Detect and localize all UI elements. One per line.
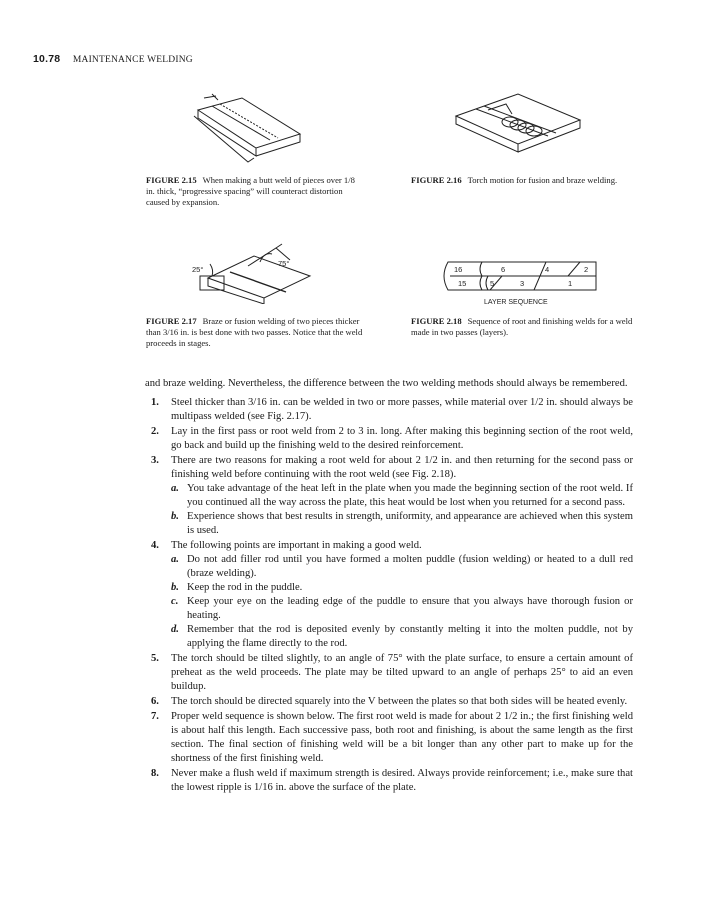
item-text: Never make a flush weld if maximum strength is desired. Always provide reinforcement; i.e., make sure that the lowest ripple is 1/16 in. above the surface of the plate. [171, 768, 633, 793]
body-text [145, 377, 633, 796]
figure-2-15-caption [146, 175, 364, 208]
item-number: 4. [151, 540, 159, 551]
sub-item [171, 482, 633, 510]
sub-item-letter: d. [171, 624, 179, 635]
sub-item-letter: a. [171, 554, 179, 565]
figure-2-16-caption [411, 175, 636, 186]
sub-item [171, 581, 633, 595]
item-number: 7. [151, 711, 159, 722]
layer-label: 16 [454, 265, 463, 274]
figure-2-17-illustration [190, 242, 330, 304]
item-number: 6. [151, 696, 159, 707]
item-number: 1. [151, 397, 159, 408]
page-number: 10.78 [33, 53, 61, 65]
sub-item-text: You take advantage of the heat left in the plate when you made the beginning section of the root weld. If you continued all the way across the plate, this heat would be lost when you returned for a second pass. [187, 483, 633, 508]
layer-label: 4 [545, 265, 550, 274]
sub-item-letter: b. [171, 511, 179, 522]
figure-number: FIGURE 2.15 [146, 175, 197, 185]
list-item [145, 652, 633, 694]
sub-item-text: Keep your eye on the leading edge of the puddle to ensure that you always have thorough fusion or heating. [187, 596, 633, 621]
sub-item [171, 553, 633, 581]
angle-label: 25° [192, 265, 204, 274]
sub-item-letter: b. [171, 582, 179, 593]
figure-number: FIGURE 2.16 [411, 175, 462, 185]
sub-item-text: Keep the rod in the puddle. [187, 582, 303, 593]
sub-item-letter: c. [171, 596, 179, 607]
item-number: 2. [151, 426, 159, 437]
sub-item-text: Experience shows that best results in strength, uniformity, and appearance are achieved when this system is used. [187, 511, 633, 536]
item-number: 8. [151, 768, 159, 779]
item-number: 3. [151, 455, 159, 466]
angle-label: 75° [278, 259, 290, 268]
intro-paragraph: and braze welding. Nevertheless, the difference between the two welding methods should always be remembered. [145, 378, 628, 389]
sub-item [171, 623, 633, 651]
figure-2-17-caption [146, 316, 364, 349]
layer-label: 15 [458, 279, 467, 288]
item-number: 5. [151, 653, 159, 664]
caption-text: Torch motion for fusion and braze welding. [467, 175, 618, 185]
list-item [145, 539, 633, 651]
figure-2-15-illustration [190, 92, 310, 172]
figure-2-18-diagram [438, 256, 608, 308]
layer-label: 2 [584, 265, 589, 274]
numbered-steps [145, 396, 633, 795]
figure-2-18-caption [411, 316, 636, 338]
item-text: There are two reasons for making a root weld for about 2 1/2 in. and then returning for the second pass or finishing weld before continuing with the root weld (see Fig. 2.18). [171, 455, 633, 480]
layer-label: 1 [568, 279, 573, 288]
item-text: The torch should be tilted slightly, to an angle of 75° with the plate surface, to ensure a certain amount of preheat as the weld proceeds. The plate may be tilted upward to an angle of perhaps 25° to aid an even buildup. [171, 653, 633, 692]
list-item [145, 710, 633, 766]
item-text: The following points are important in making a good weld. [171, 540, 422, 551]
layer-label: 3 [520, 279, 525, 288]
diagram-title: LAYER SEQUENCE [484, 299, 548, 306]
list-item [145, 454, 633, 538]
caption-text: Sequence of root and finishing welds for a weld made in two passes (layers). [411, 316, 633, 337]
section-title: MAINTENANCE WELDING [72, 55, 193, 65]
figure-number: FIGURE 2.18 [411, 316, 462, 326]
layer-label: 6 [501, 265, 506, 274]
item-text: Lay in the first pass or root weld from 2 to 3 in. long. After making this beginning section of the root weld, go back and build up the finishing weld to the desired reinforcement. [171, 426, 633, 451]
sub-item-text: Remember that the rod is deposited evenly by constantly melting it into the molten puddle, not by applying the flame directly to the rod. [187, 624, 633, 649]
item-text: The torch should be directed squarely into the V between the plates so that both sides will be heated evenly. [171, 696, 628, 707]
caption-text: Braze or fusion welding of two pieces thicker than 3/16 in. is best done with two passes. Notice that the weld proceeds in stages. [146, 316, 363, 348]
list-item [145, 695, 633, 709]
sub-item-letter: a. [171, 483, 179, 494]
sub-item [171, 595, 633, 623]
list-item [145, 767, 633, 795]
layer-label: 5 [490, 279, 495, 288]
sub-item-text: Do not add filler rod until you have formed a molten puddle (fusion welding) or heated to a dull red (braze welding). [187, 554, 633, 579]
item-text: Steel thicker than 3/16 in. can be welded in two or more passes, while material over 1/2 in. should always be multipass welded (see Fig. 2.17). [171, 397, 633, 422]
list-item [145, 396, 633, 424]
sub-list [171, 553, 633, 651]
sub-list [171, 482, 633, 538]
sub-item [171, 510, 633, 538]
figure-2-16-illustration [448, 90, 588, 170]
list-item [145, 425, 633, 453]
item-text: Proper weld sequence is shown below. The first root weld is made for about 2 1/2 in.; the first finishing weld is about half this length. Each successive pass, both root and finishing, is about the same length as the first section. The final section of finishing weld will be a bit longer than any other part to make up for the shortness of the first finishing weld. [171, 711, 633, 764]
figure-number: FIGURE 2.17 [146, 316, 197, 326]
running-head [33, 53, 193, 65]
caption-text: When making a butt weld of pieces over 1/8 in. thick, “progressive spacing” will counteract distortion caused by expansion. [146, 175, 355, 207]
